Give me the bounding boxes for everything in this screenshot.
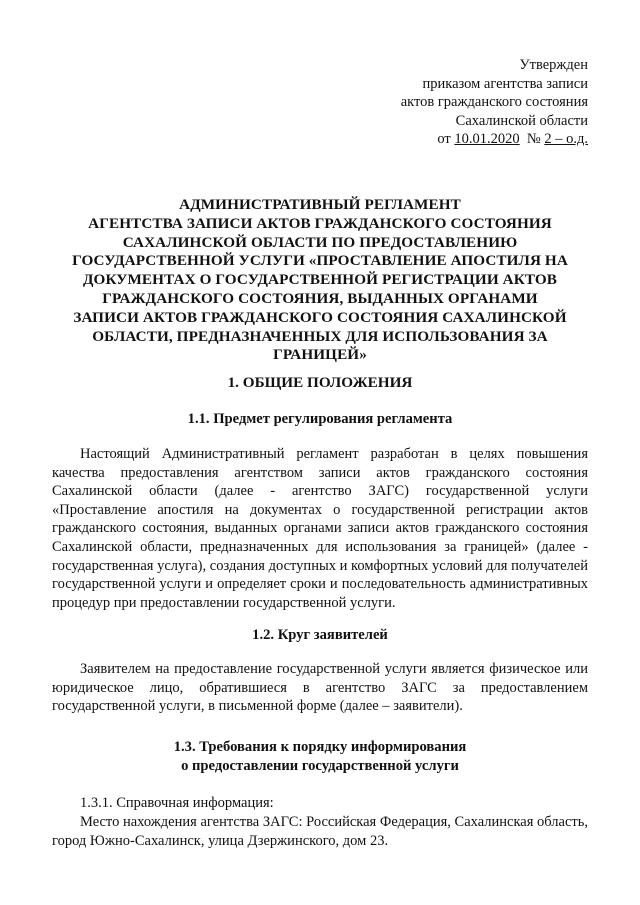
title-line: ГОСУДАРСТВЕННОЙ УСЛУГИ «ПРОСТАВЛЕНИЕ АПОСТИЛЯ НА	[72, 252, 568, 270]
title-line: ОБЛАСТИ, ПРЕДНАЗНАЧЕННЫХ ДЛЯ ИСПОЛЬЗОВАНИЯ ЗА	[92, 327, 548, 345]
subsection-heading-line: о предоставлении государственной услуги	[181, 757, 459, 774]
title-line: ДОКУМЕНТАХ О ГОСУДАРСТВЕННОЙ РЕГИСТРАЦИИ АКТОВ	[82, 271, 558, 289]
number-prefix: №	[526, 131, 541, 147]
subsection-heading: 1.2. Круг заявителей	[252, 627, 388, 643]
subsection-heading-line: 1.3. Требования к порядку информирования	[173, 739, 467, 755]
paragraph-subject: Настоящий Административный регламент разработан в целях повышения качества предоставления агентством записи актов гражданского состояния Сахалинской области (далее - агентство ЗАГС) государственной услуги «Проставление апостиля на документах о государственной регистрации актов гражданского состояния, выданных органами записи актов гражданского состояния Сахалинской области, предназначенных для использования за границей» (далее - государственная услуга), создания доступных и комфортных условий для получателей государственной услуги и определяет сроки и последовательность административных процедур при предоставлении государственной услуги.	[52, 446, 588, 611]
title-line: ЗАПИСИ АКТОВ ГРАЖДАНСКОГО СОСТОЯНИЯ САХАЛИНСКОЙ	[73, 308, 567, 326]
approval-stamp-block	[401, 56, 588, 149]
title-line: АДМИНИСТРАТИВНЫЙ РЕГЛАМЕНТ	[179, 196, 461, 213]
title-line: САХАЛИНСКОЙ ОБЛАСТИ ПО ПРЕДОСТАВЛЕНИЮ	[122, 233, 518, 251]
approval-line: актов гражданского состояния	[400, 94, 588, 110]
title-line: ГРАЖДАНСКОГО СОСТОЯНИЯ, ВЫДАННЫХ ОРГАНАМИ	[102, 289, 538, 307]
approval-date-line	[401, 130, 588, 149]
section-heading: 1. ОБЩИЕ ПОЛОЖЕНИЯ	[227, 374, 413, 391]
subsection-heading	[40, 738, 600, 775]
approval-line: приказом агентства записи	[422, 75, 588, 92]
date-prefix: от	[437, 131, 451, 147]
paragraph-reference-info: 1.3.1. Справочная информация:	[80, 795, 274, 811]
paragraph-applicants: Заявителем на предоставление государственной услуги является физическое или юридическое лицо, обратившиеся в агентство ЗАГС за предоставлением государственной услуги, в письменной форме (далее – заявители).	[52, 661, 588, 715]
paragraph-address: Место нахождения агентства ЗАГС: Российская Федерация, Сахалинская область, город Южно-Сахалинск, улица Дзержинского, дом 23.	[52, 814, 588, 849]
subsection-heading: 1.1. Предмет регулирования регламента	[187, 411, 453, 427]
document-title	[40, 196, 600, 365]
order-number: 2 – о.д.	[544, 131, 588, 147]
approval-line: Сахалинской области	[455, 112, 588, 129]
approval-line: Утвержден	[519, 57, 588, 73]
title-line: АГЕНТСТВА ЗАПИСИ АКТОВ ГРАЖДАНСКОГО СОСТОЯНИЯ	[88, 214, 552, 232]
title-line: ГРАНИЦЕЙ»	[273, 346, 367, 364]
order-date: 10.01.2020	[454, 131, 520, 147]
